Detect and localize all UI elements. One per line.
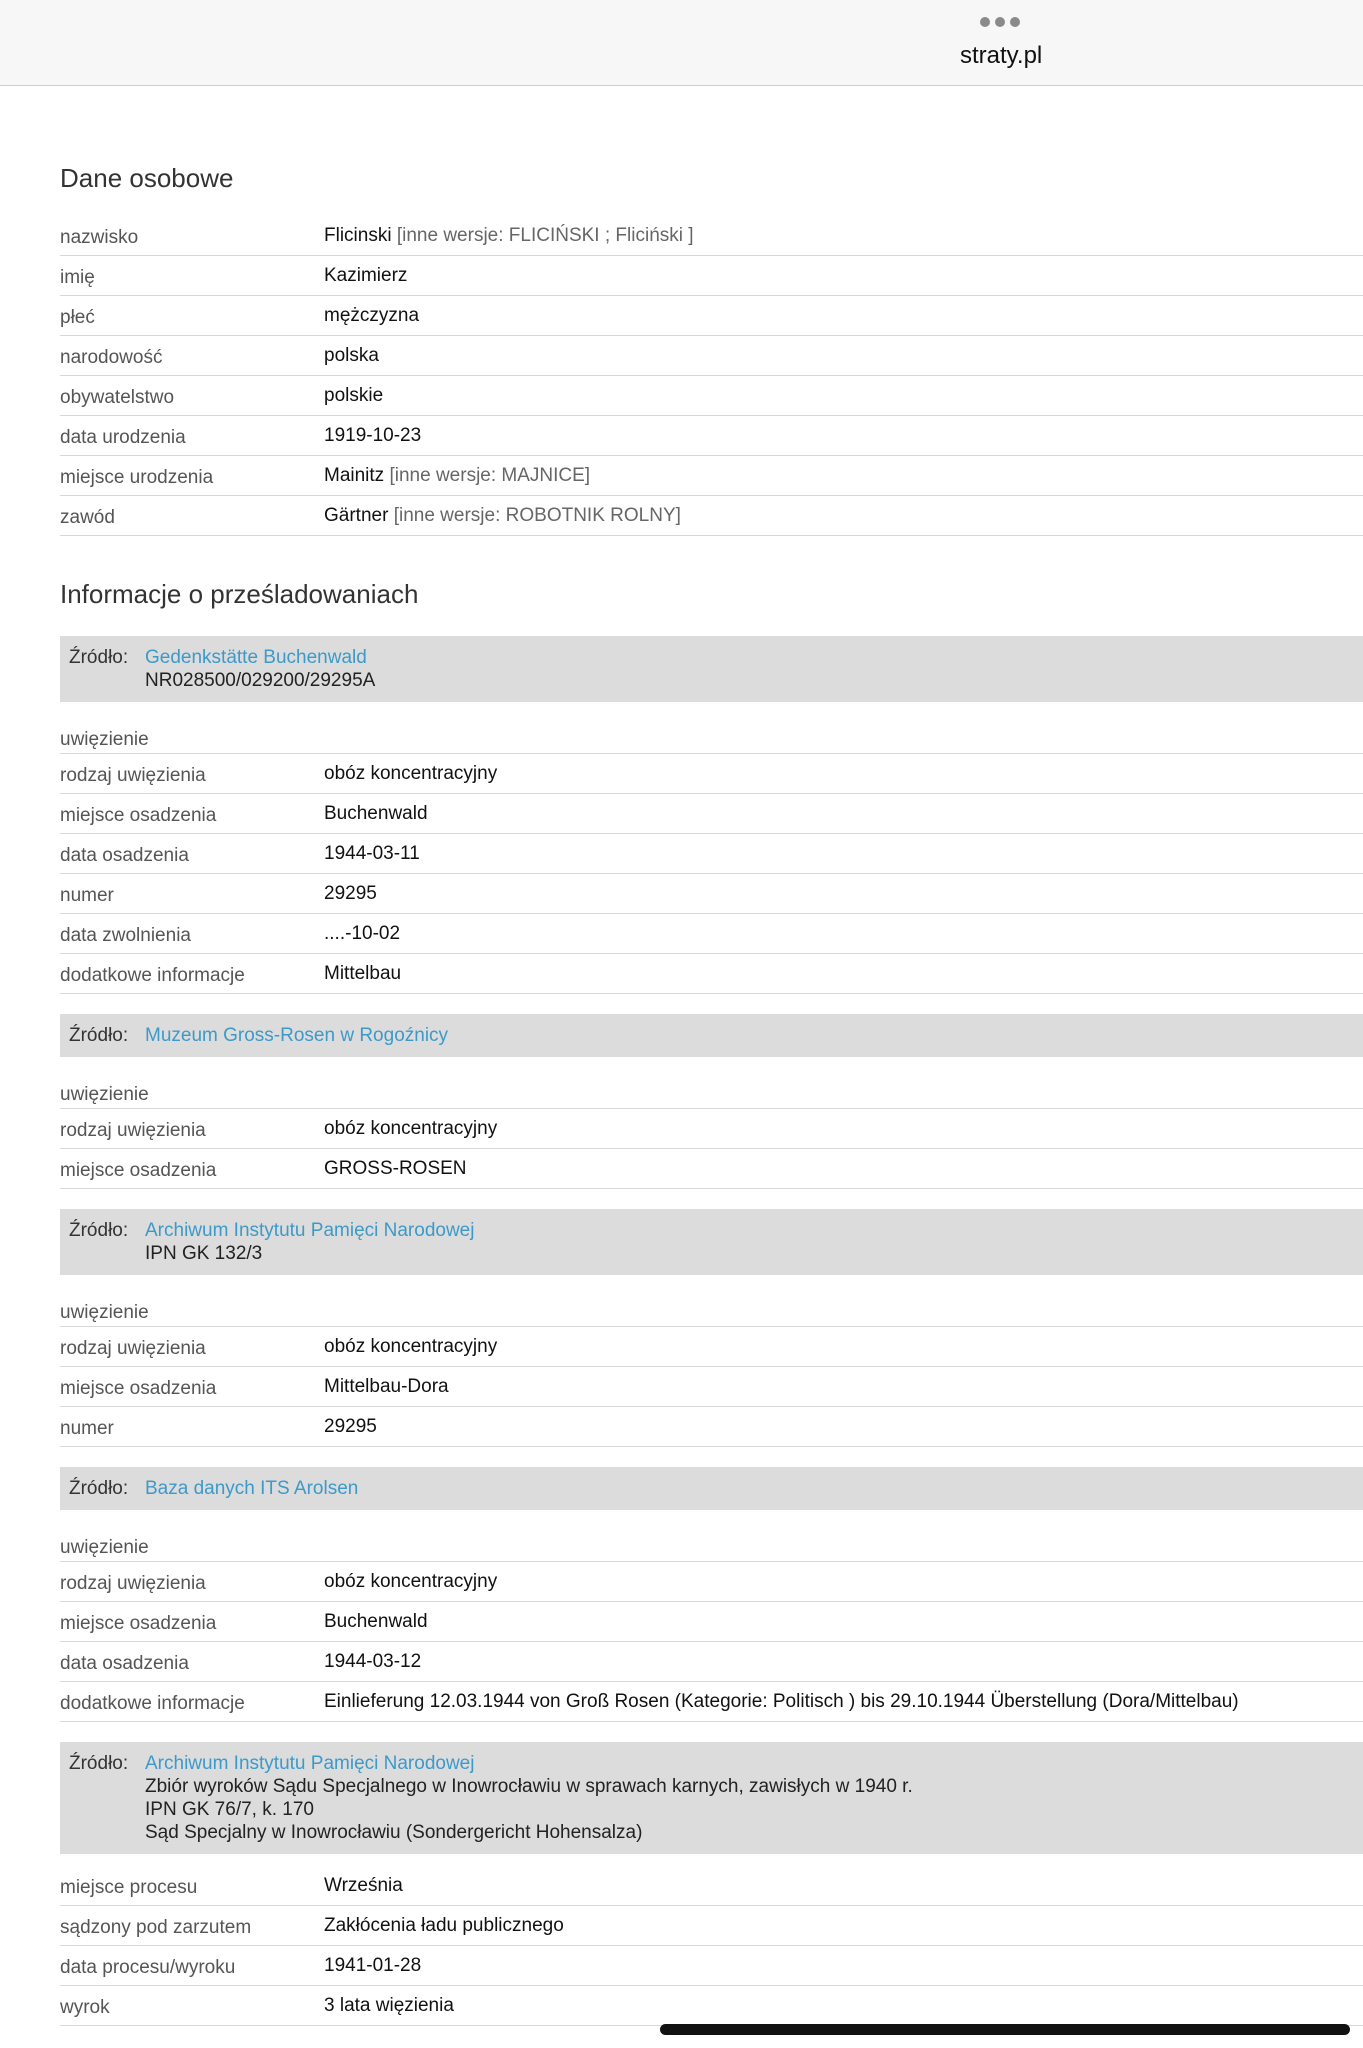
source-prefix: Źródło: [69,1478,129,1499]
more-options-icon[interactable] [980,17,1020,27]
table-row [60,1866,1363,1906]
source-link[interactable]: Archiwum Instytutu Pamięci Narodowej [145,1753,475,1774]
table-row [60,874,1363,914]
field-value: Mittelbau [324,962,402,984]
source-header [60,1467,1363,1510]
field-value: Einlieferung 12.03.1944 von Groß Rosen (Kategorie: Politisch ) bis 29.10.1944 Überstellung (Dora/Mittelbau) [324,1690,1239,1712]
field-label: imię [60,266,95,288]
field-label: rodzaj uwięzienia [60,1337,206,1359]
personal-data-table [60,216,1363,536]
field-value: obóz koncentracyjny [324,1117,498,1139]
source-header [60,1742,1363,1854]
field-label: miejsce osadzenia [60,1612,217,1634]
table-row [60,1562,1363,1602]
field-label: data urodzenia [60,426,186,448]
source-reference: Zbiór wyroków Sądu Specjalnego w Inowrocławiu w sprawach karnych, zawisłych w 1940 r. [145,1776,913,1797]
field-label: sądzony pod zarzutem [60,1916,252,1938]
source-prefix: Źródło: [69,1220,129,1241]
field-value: 1941-01-28 [324,1954,422,1976]
table-row [60,954,1363,994]
field-label: rodzaj uwięzienia [60,1572,206,1594]
field-value: 29295 [324,1415,377,1437]
table-row [60,296,1363,336]
table-row [60,1946,1363,1986]
field-label: data osadzenia [60,844,189,866]
table-row [60,1367,1363,1407]
field-label: numer [60,1417,114,1439]
table-row [60,914,1363,954]
field-label: narodowość [60,346,163,368]
field-value: Mittelbau-Dora [324,1375,449,1397]
field-value: Flicinski [inne wersje: FLICIŃSKI ; Fliciński ] [324,224,694,246]
table-row [60,1109,1363,1149]
field-label: miejsce osadzenia [60,1159,217,1181]
source-link[interactable]: Muzeum Gross-Rosen w Rogoźnicy [145,1025,449,1046]
field-label: dodatkowe informacje [60,1692,245,1714]
source-link[interactable]: Baza danych ITS Arolsen [145,1478,359,1499]
field-value: Gärtner [inne wersje: ROBOTNIK ROLNY] [324,504,681,526]
field-label: rodzaj uwięzienia [60,1119,206,1141]
field-label: zawód [60,506,115,528]
field-value: Buchenwald [324,802,428,824]
source-prefix: Źródło: [69,1025,129,1046]
field-value: ....-10-02 [324,922,401,944]
source-header [60,636,1363,702]
source-reference: IPN GK 76/7, k. 170 [145,1799,314,1820]
table-row [60,456,1363,496]
field-value: 3 lata więzienia [324,1994,454,2016]
table-row [60,1682,1363,1722]
group-label-imprisonment: uwięzienie [60,1287,1363,1327]
table-row [60,754,1363,794]
table-row [60,336,1363,376]
table-row [60,376,1363,416]
field-value: 29295 [324,882,377,904]
field-label: obywatelstwo [60,386,175,408]
table-row [60,1407,1363,1447]
field-value: polska [324,344,379,366]
persecution-heading: Informacje o prześladowaniach [60,579,419,609]
group-label-imprisonment: uwięzienie [60,714,1363,754]
site-domain: straty.pl [960,42,1043,69]
field-value: 1944-03-11 [324,842,420,864]
group-label-imprisonment: uwięzienie [60,1522,1363,1562]
field-label: płeć [60,306,95,328]
source-prefix: Źródło: [69,1753,129,1774]
field-label: data zwolnienia [60,924,191,946]
field-label: dodatkowe informacje [60,964,245,986]
source-reference: NR028500/029200/29295A [145,670,376,691]
field-value: Buchenwald [324,1610,428,1632]
field-label: nazwisko [60,226,139,248]
source-prefix: Źródło: [69,647,129,668]
source-link[interactable]: Gedenkstätte Buchenwald [145,647,367,668]
table-row [60,1906,1363,1946]
field-value: obóz koncentracyjny [324,1570,498,1592]
table-row [60,496,1363,536]
source-reference: Sąd Specjalny w Inowrocławiu (Sondergericht Hohensalza) [145,1822,643,1843]
field-label: miejsce procesu [60,1876,198,1898]
group-label-imprisonment: uwięzienie [60,1069,1363,1109]
table-row [60,1986,1363,2026]
table-row [60,416,1363,456]
table-row [60,1149,1363,1189]
field-value: mężczyzna [324,304,420,326]
table-row [60,1602,1363,1642]
source-header [60,1209,1363,1275]
field-label: numer [60,884,114,906]
field-value: Września [324,1874,403,1896]
field-label: wyrok [60,1996,110,2018]
field-value: Mainitz [inne wersje: MAJNICE] [324,464,591,486]
source-link[interactable]: Archiwum Instytutu Pamięci Narodowej [145,1220,475,1241]
field-label: miejsce osadzenia [60,1377,217,1399]
browser-top-bar [0,0,1363,86]
field-label: rodzaj uwięzienia [60,764,206,786]
field-label: data procesu/wyroku [60,1956,236,1978]
source-reference: IPN GK 132/3 [145,1243,263,1264]
table-row [60,834,1363,874]
field-value: 1919-10-23 [324,424,422,446]
record-content [60,158,1363,2026]
table-row [60,1327,1363,1367]
field-value: obóz koncentracyjny [324,762,498,784]
field-value: 1944-03-12 [324,1650,422,1672]
table-row [60,216,1363,256]
table-row [60,256,1363,296]
field-value: polskie [324,384,384,406]
field-value: Zakłócenia ładu publicznego [324,1914,564,1936]
field-value: obóz koncentracyjny [324,1335,498,1357]
field-label: miejsce urodzenia [60,466,214,488]
personal-data-heading: Dane osobowe [60,163,234,193]
source-header [60,1014,1363,1057]
table-row [60,1642,1363,1682]
home-indicator[interactable] [660,2024,1350,2035]
field-value: Kazimierz [324,264,408,286]
field-value: GROSS-ROSEN [324,1157,467,1179]
table-row [60,794,1363,834]
field-label: data osadzenia [60,1652,189,1674]
field-label: miejsce osadzenia [60,804,217,826]
